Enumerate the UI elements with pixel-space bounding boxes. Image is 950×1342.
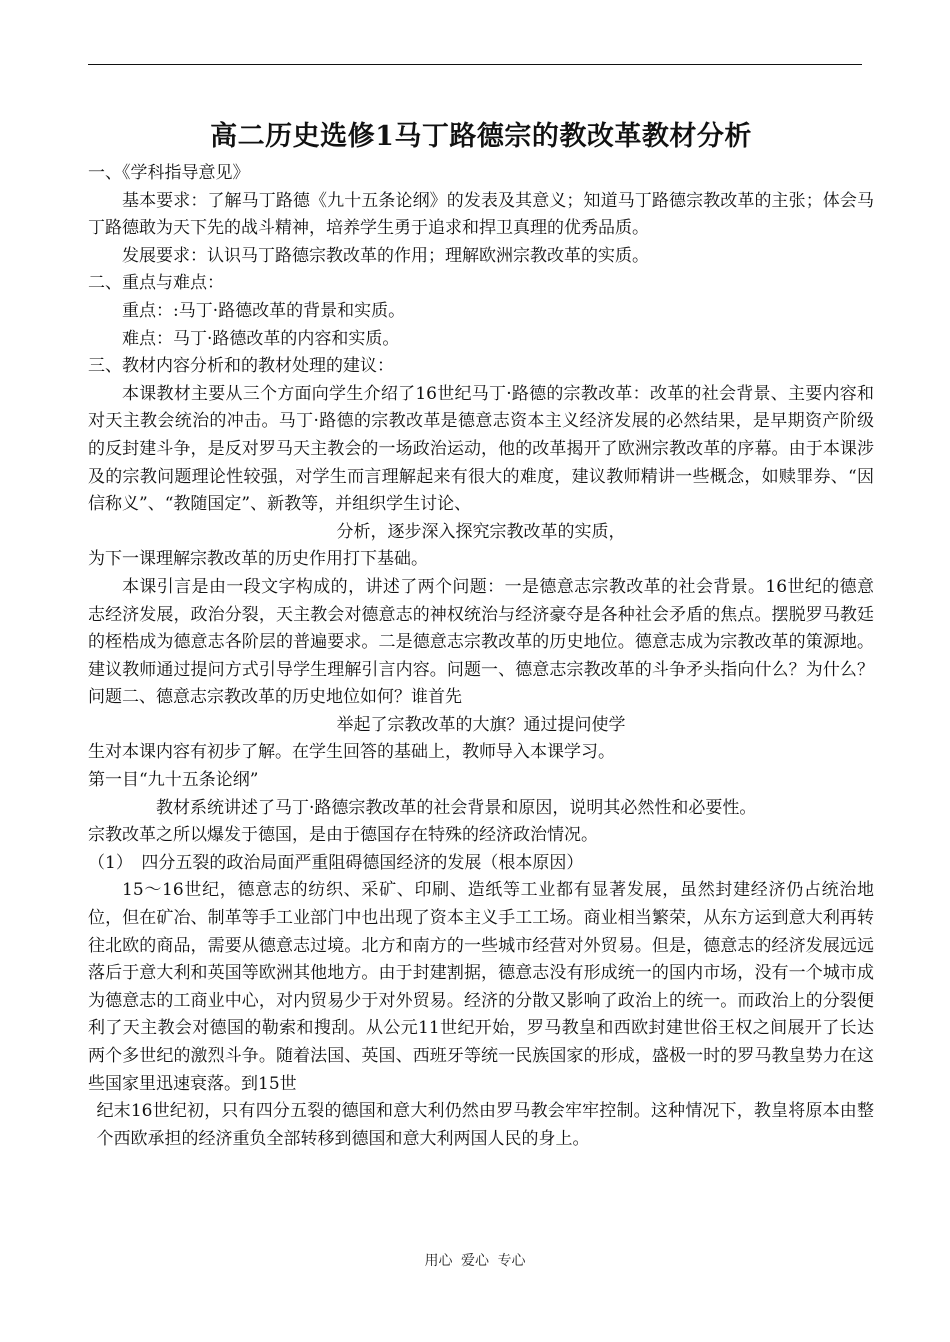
page-footer: 用心 爱心 专心 [424,1253,526,1269]
document-body [88,118,874,1153]
paragraph-introduction-end: 生对本课内容有初步了解。在学生回答的基础上，教师导入本课学习。 [88,742,615,763]
paragraph-introduction: 本课引言是由一段文字构成的，讲述了两个问题：一是德意志宗教改革的社会背景。16世纪的德意志经济发展，政治分裂，天主教会对德意志的神权统治与经济豪夺是各种社会矛盾的焦点。摆脱罗马教廷的桎梏成为德意志各阶层的普遍要求。二是德意志宗教改革的历史地位。德意志成为宗教改革的策源地。建议教师通过提问方式引导学生理解引言内容。问题一、德意志宗教改革的斗争矛头指向什么？为什么？问题二、德意志宗教改革的历史地位如何？谁首先 [88,576,874,708]
basic-requirements: 基本要求：了解马丁路德《九十五条论纲》的发表及其意义；知道马丁路德宗教改革的主张；体会马丁路德敢为天下先的战斗精神，培养学生勇于追求和捍卫真理的优秀品质。 [88,190,874,239]
paragraph-overview-cont: 分析，逐步深入探究宗教改革的实质， [336,521,626,542]
section-heading-1: 一、《学科指导意见》 [88,163,250,183]
paragraph-overview: 本课教材主要从三个方面向学生介绍了16世纪马丁·路德的宗教改革：改革的社会背景、主要内容和对天主教会统治的冲击。马丁·路德的宗教改革是德意志资本主义经济发展的必然结果，是早期资产阶级的反封建斗争，是反对罗马天主教会的一场政治运动，他的改革揭开了欧洲宗教改革的序幕。由于本课涉及的宗教问题理论性较强，对学生而言理解起来有很大的难度，建议教师精讲一些概念，如赎罪券、“因信称义”、“教随国定”、新教等，并组织学生讨论、 [88,383,874,515]
paragraph-germany: 宗教改革之所以爆发于德国，是由于德国存在特殊的经济政治情况。 [88,825,598,846]
paragraph-system: 教材系统讲述了马丁·路德宗教改革的社会背景和原因，说明其必然性和必要性。 [156,797,757,818]
paragraph-economy-cont: 纪末16世纪初，只有四分五裂的德国和意大利仍然由罗马教会牢牢控制。这种情况下，教皇将原本由整个西欧承担的经济重负全部转移到德国和意大利两国人民的身上。 [96,1101,874,1149]
paragraph-introduction-cont: 举起了宗教改革的大旗？通过提问使学 [336,714,626,735]
header-rule [88,64,862,65]
point-1-heading: （1） 四分五裂的政治局面严重阻碍德国经济的发展（根本原因） [88,852,584,873]
difficult-point: 难点：马丁·路德改革的内容和实质。 [122,328,400,349]
development-requirements: 发展要求：认识马丁路德宗教改革的作用；理解欧洲宗教改革的实质。 [122,245,649,266]
section-heading-2: 二、重点与难点： [88,273,224,294]
subsection-heading-1: 第一目“九十五条论纲” [88,770,259,791]
paragraph-economy: 15～16世纪，德意志的纺织、采矿、印刷、造纸等工业都有显著发展，虽然封建经济仍占统治地位，但在矿冶、制革等手工业部门中也出现了资本主义手工工场。商业相当繁荣，从东方运到意大利再转往北欧的商品，需要从德意志过境。北方和南方的一些城市经营对外贸易。但是，德意志的经济发展远远落后于意大利和英国等欧洲其他地方。由于封建割据，德意志没有形成统一的国内市场，没有一个城市成为德意志的工商业中心，对内贸易少于对外贸易。经济的分散又影响了政治上的统一。而政治上的分裂便利了天主教会对德国的勒索和搜刮。从公元11世纪开始，罗马教皇和西欧封建世俗王权之间展开了长达两个多世纪的激烈斗争。随着法国、英国、西班牙等统一民族国家的形成，盛极一时的罗马教皇势力在这些国家里迅速衰落。到15世 [88,880,874,1094]
section-heading-3: 三、教材内容分析和的教材处理的建议： [88,356,394,377]
key-point: 重点：:马丁·路德改革的背景和实质。 [122,300,406,321]
paragraph-overview-end: 为下一课理解宗教改革的历史作用打下基础。 [88,549,428,570]
document-title: 高二历史选修1马丁路德宗的教改革教材分析 [210,121,752,152]
